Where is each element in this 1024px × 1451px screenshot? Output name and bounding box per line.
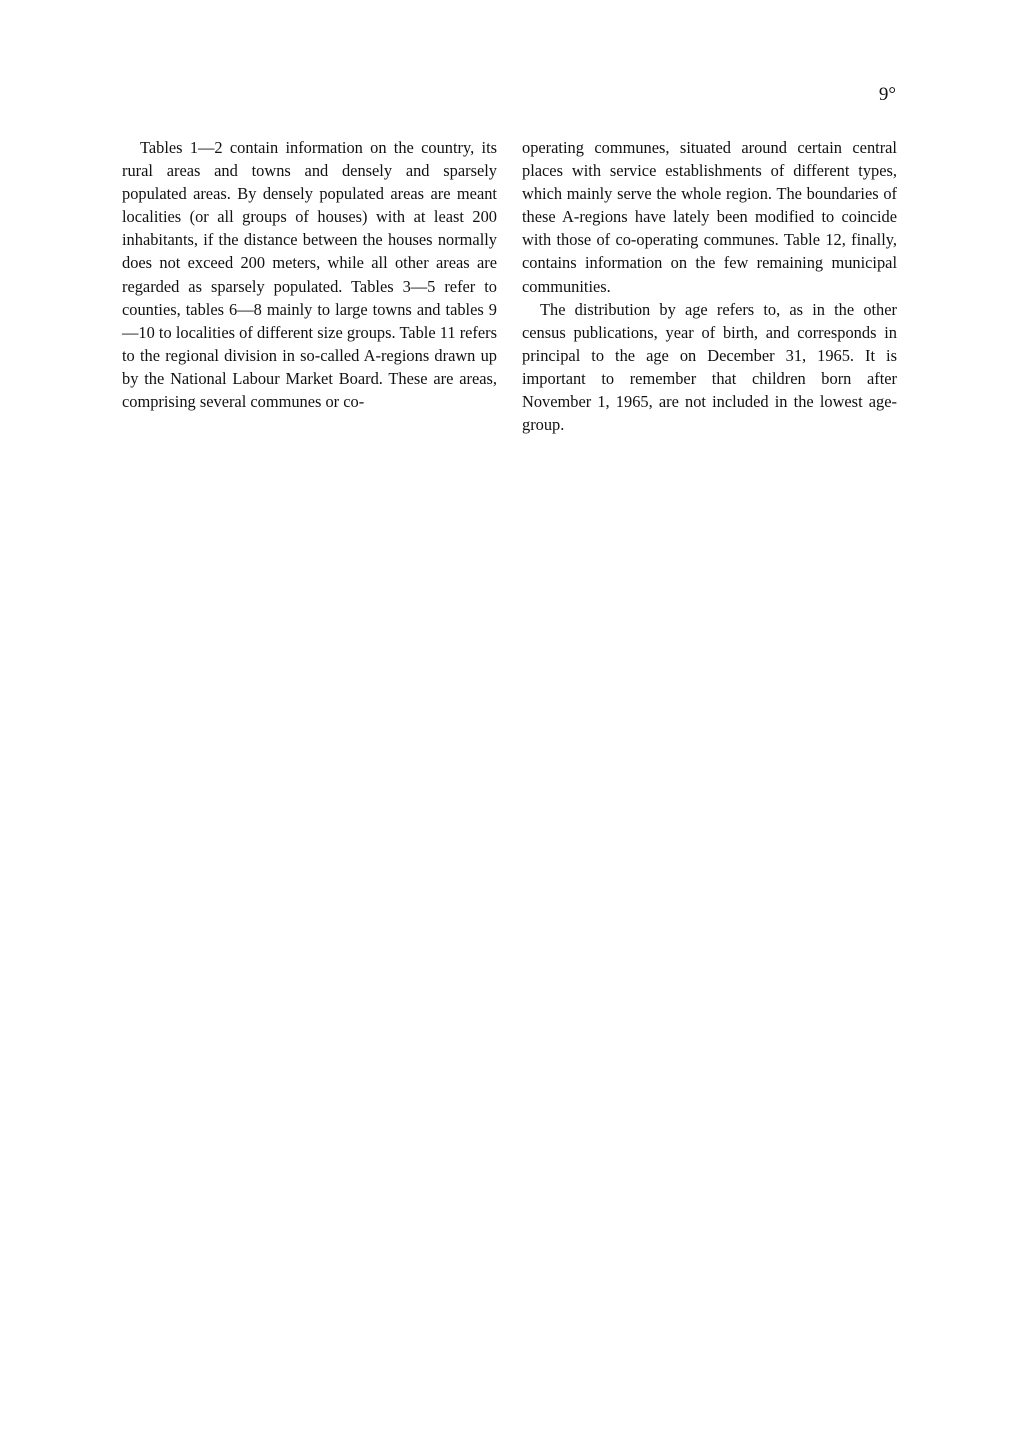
right-text-column <box>522 136 897 436</box>
paragraph-a-regions-continued: operating communes, situated around certain central places with service establishments of different types, which mainly serve the whole region. The boundaries of these A-regions have lately been modified to coincide with those of co-operating communes. Table 12, finally, contains information on the few remaining municipal communities. <box>522 138 897 296</box>
paragraph-tables-overview: Tables 1—2 contain information on the country, its rural areas and towns and densely and sparsely populated areas. By densely populated areas are meant localities (or all groups of houses) with at least 200 inhabitants, if the distance between the houses normally does not exceed 200 meters, while all other areas are regarded as sparsely populated. Tables 3—5 refer to counties, tables 6—8 mainly to large towns and tables 9—10 to localities of different size groups. Table 11 refers to the regional division in so-called A-regions drawn up by the National Labour Market Board. These are areas, comprising several communes or co- <box>122 138 497 412</box>
page-number: 9° <box>878 84 896 105</box>
left-text-column <box>122 136 497 413</box>
paragraph-age-distribution: The distribution by age refers to, as in the other census publications, year of birth, and corresponds in principal to the age on December 31, 1965. It is important to remember that children born after November 1, 1965, are not included in the lowest age-group. <box>522 299 897 435</box>
